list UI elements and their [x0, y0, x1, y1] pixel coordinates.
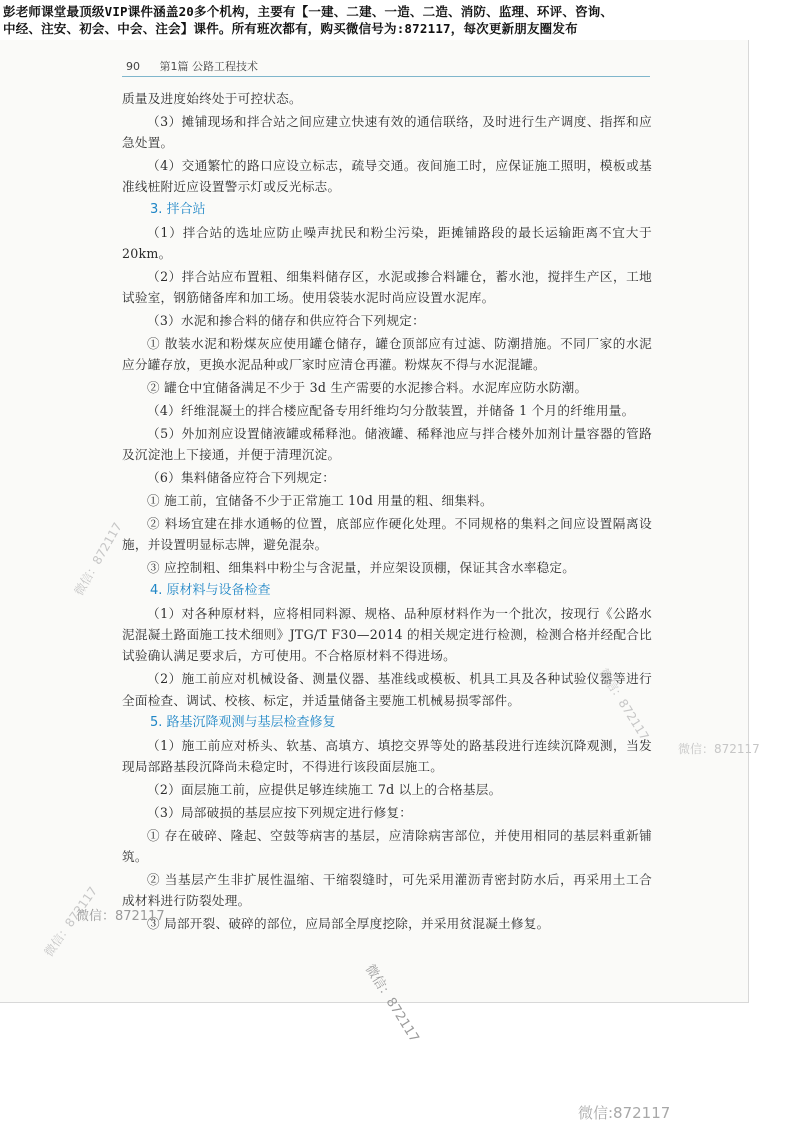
paragraph: ③ 局部开裂、破碎的部位，应局部全厚度挖除，并采用贫混凝土修复。 [147, 916, 550, 932]
watermark: 微信:872117 [578, 1104, 671, 1122]
paragraph: （2）拌合站应布置粗、细集料储存区，水泥或掺合料罐仓，蓄水池，搅拌生产区，工地试验室，钢筋储备库和加工场。使用袋装水泥时尚应设置水泥库。 [122, 269, 652, 306]
paragraph: （2）面层施工前，应提供足够连续施工 7d 以上的合格基层。 [147, 782, 502, 798]
paragraph: （4）交通繁忙的路口应设立标志，疏导交通。夜间施工时，应保证施工照明，模板或基准线桩附近应设置警示灯或反光标志。 [122, 158, 652, 195]
watermark: 微信：872117 [41, 884, 101, 960]
paragraph: （6）集料储备应符合下列规定： [147, 470, 336, 486]
paragraph: （3）局部破损的基层应按下列规定进行修复： [147, 805, 413, 821]
paragraph: ① 散装水泥和粉煤灰应使用罐仓储存，罐仓顶部应有过滤、防潮措施。不同厂家的水泥应分罐存放，更换水泥品种或厂家时应清仓再灌。粉煤灰不得与水泥混罐。 [122, 336, 652, 373]
paragraph: （3）摊铺现场和拌合站之间应建立快速有效的通信联络，及时进行生产调度、指挥和应急处置。 [122, 113, 652, 151]
section-heading: 5. 路基沉降观测与基层检查修复 [150, 715, 336, 731]
section-heading: 3. 拌合站 [150, 202, 206, 218]
paragraph: （1）对各种原材料，应将相同料源、规格、品种原材料作为一个批次，按现行《公路水泥混凝土路面施工技术细则》JTG/T F30—2014 的相关规定进行检测，检测合格并经配合比试验确认满足要求后，方可使用。不合格原材料不得进场。 [122, 605, 652, 664]
watermark: 微信：872117 [596, 666, 652, 743]
section-heading: 4. 原材料与设备检查 [150, 583, 271, 599]
paragraph: ① 施工前，宜储备不少于正常施工 10d 用量的粗、细集料。 [147, 493, 493, 509]
promo-banner-line-2: 中经、注安、初会、中会、注会】课件。所有班次都有，购买微信号为:872117，每次更新朋友圈发布 [3, 21, 578, 36]
paragraph: （3）水泥和掺合料的储存和供应符合下列规定： [147, 313, 425, 329]
paragraph: ① 存在破碎、隆起、空鼓等病害的基层，应清除病害部位，并使用相同的基层料重新铺筑。 [122, 827, 652, 865]
page-number: 90 [126, 60, 140, 73]
paragraph: ② 罐仓中宜储备满足不少于 3d 生产需要的水泥掺合料。水泥库应防水防潮。 [147, 380, 588, 396]
watermark: 微信：872117 [76, 909, 165, 924]
watermark: 微信：872117 [361, 962, 422, 1046]
paragraph: （1）施工前应对桥头、软基、高填方、填挖交界等处的路基段进行连续沉降观测，当发现局部路基段沉降尚未稳定时，不得进行该段面层施工。 [122, 738, 652, 775]
header-rule [122, 76, 650, 77]
paragraph: ② 当基层产生非扩展性温缩、干缩裂缝时，可先采用灌沥青密封防水后，再采用土工合成材料进行防裂处理。 [122, 872, 652, 909]
promo-banner-line-1: 彭老师课堂最顶级VIP课件涵盖20多个机构，主要有【一建、二建、一造、二造、消防、监理、环评、咨询、 [3, 4, 614, 19]
paragraph: （2）施工前应对机械设备、测量仪器、基准线或模板、机具工具及各种试验仪器等进行全面检查、调试、校核、标定，并适量储备主要施工机械易损零部件。 [122, 671, 652, 708]
chapter-title: 第1篇 公路工程技术 [159, 60, 258, 73]
promo-banner [0, 0, 800, 40]
watermark: 微信：872117 [71, 520, 125, 598]
paragraph: ② 料场宜建在排水通畅的位置，底部应作硬化处理。不同规格的集料之间应设置隔离设施，并设置明显标志牌，避免混杂。 [122, 516, 652, 553]
paragraph: （4）纤维混凝土的拌合楼应配备专用纤维均匀分散装置，并储备 1 个月的纤维用量。 [147, 403, 635, 419]
paragraph: ③ 应控制粗、细集料中粉尘与含泥量，并应架设顶棚，保证其含水率稳定。 [147, 560, 576, 576]
running-header [126, 58, 258, 74]
page-body [122, 88, 652, 936]
paragraph: （1）拌合站的选址应防止噪声扰民和粉尘污染，距摊铺路段的最长运输距离不宜大于 20km。 [122, 224, 652, 262]
paragraph: （5）外加剂应设置储液罐或稀释池。储液罐、稀释池应与拌合楼外加剂计量容器的管路及沉淀池上下接通，并便于清理沉淀。 [122, 426, 652, 463]
watermark: 微信：872117 [678, 742, 760, 756]
paragraph: 质量及进度始终处于可控状态。 [122, 91, 302, 106]
